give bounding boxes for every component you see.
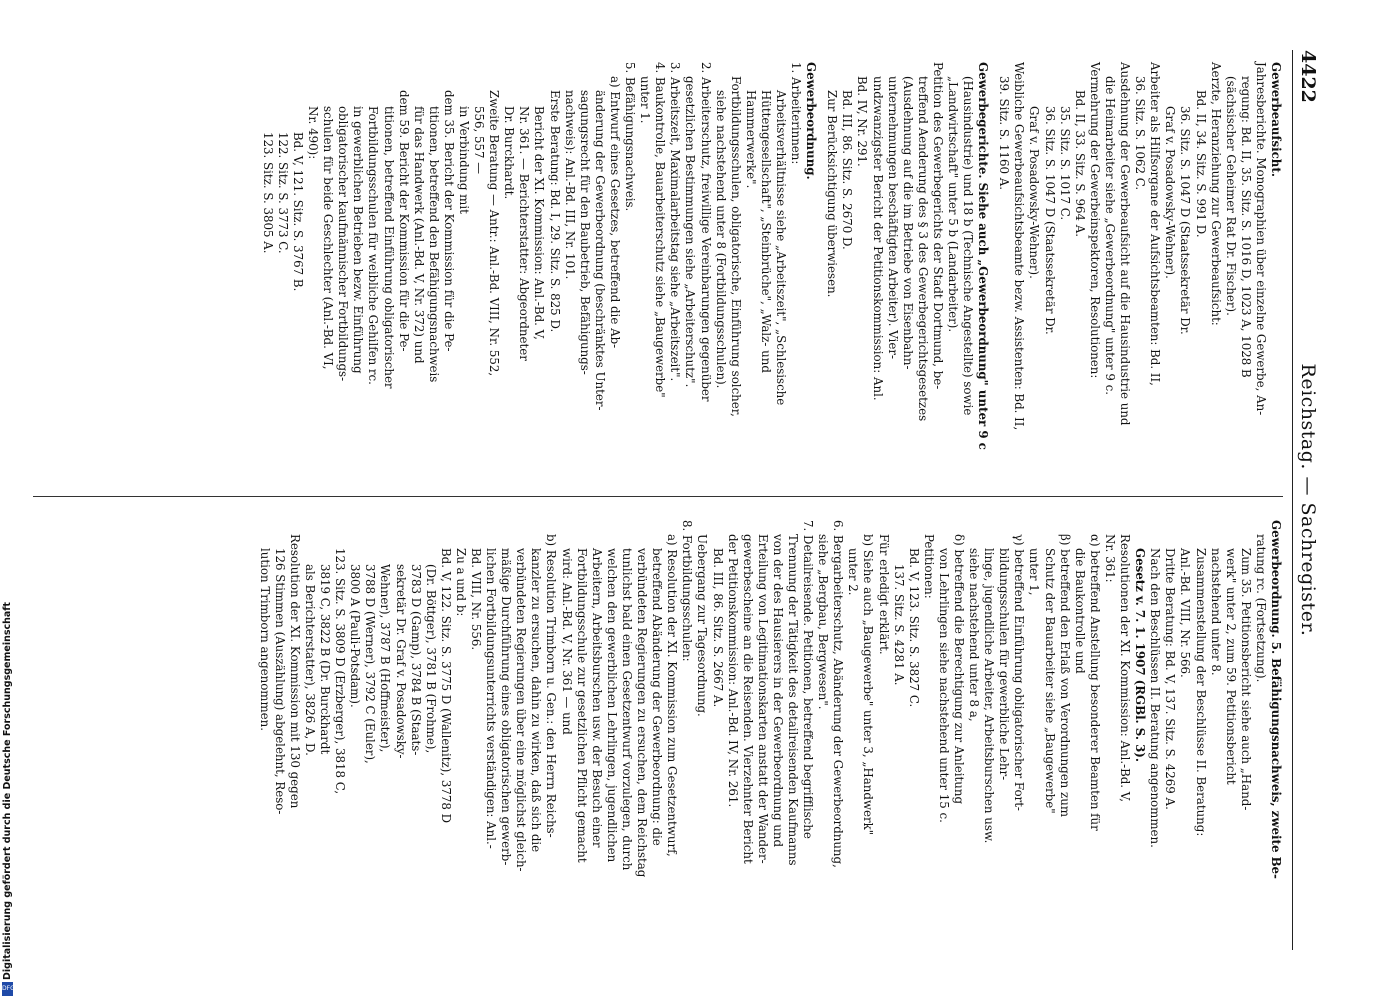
dfg-logo: DFG	[2, 982, 13, 996]
text-line: 8. Fortbildungsschulen:	[680, 520, 695, 662]
text-line: wird: Anl.-Bd. V, Nr. 361 — und	[559, 548, 574, 735]
text-line: Zu a und b:	[453, 548, 468, 617]
text-line: verbündeten Regierungen zu ersuchen, dem Reichstag	[635, 548, 650, 878]
text-line: 4. Baukontrolle, Bauarbeiterschutz siehe „Baugewerbe"	[653, 62, 668, 398]
page-title: Reichstag. — Sachregister.	[1297, 363, 1319, 637]
text-line: obligatorischer kaufmännischer Fortbildungs-	[336, 106, 351, 382]
text-line: sekretär Dr. Graf v. Posadowsky-	[393, 564, 408, 759]
text-line: verbündeten Regierungen über eine möglichst gleich-	[514, 548, 529, 872]
text-line: Petition des Gewerbegerichts der Stadt Dortmund, be-	[930, 62, 945, 390]
text-line: Bd. IV, Nr. 291.	[855, 76, 870, 167]
text-line: b) Resolution Trimborn u. Gen.: den Herrn Reichs-	[544, 534, 559, 838]
text-line: schulen für beide Geschlechter (Anl.-Bd. VI,	[321, 106, 336, 370]
text-line: „Landwirtschaft" unter 5 b (Landarbeiter).	[946, 76, 961, 333]
text-line: Gewerbeordnung.	[804, 62, 819, 180]
page-number: 4422	[1297, 50, 1319, 103]
text-line: Bd. VIII, Nr. 556.	[469, 548, 484, 651]
text-line: Bd. III, 86. Sitz. S. 2667 A.	[710, 548, 725, 708]
text-line: Weibliche Gewerbeaufsichtsbeamte bezw. Assistenten: Bd. II,	[1012, 62, 1027, 431]
text-line: 3800 A (Pauli-Potsdam).	[348, 564, 363, 708]
text-line: Bd. II, 33. Sitz. S. 964 A.	[1072, 90, 1087, 238]
text-line: Ausdehnung der Gewerbeaufsicht auf die Hausindustrie und	[1118, 62, 1133, 426]
text-line: Bd. V, 121. Sitz. S. 3767 B.	[291, 132, 305, 292]
text-line: kanzler zu ersuchen, dahin zu wirken, daß sich die	[529, 548, 544, 853]
text-line: nachstehend unter 8.	[1208, 548, 1223, 676]
text-line: 3819 C, 3822 B (Dr. Burckhardt	[318, 564, 333, 755]
text-line: 1. Arbeiterinnen:	[789, 62, 804, 165]
text-line: Graf v. Posadowsky-Wehner).	[1027, 106, 1042, 279]
text-line: unternehmungen beschäftigten Arbeiter). Vier-	[885, 76, 900, 359]
text-line: 137. Sitz. S. 4281 A.	[891, 564, 906, 686]
text-line: ratung rc. (Fortsetzung).	[1253, 534, 1268, 683]
text-line: titionen, betreffend den Befähigungsnachweis	[426, 106, 441, 383]
text-line: von der des Hausierers in der Gewerbeordnung und	[770, 534, 785, 847]
text-line: als Berichterstatter), 3826 A, D.	[303, 564, 317, 756]
footer-credit: Digitalisierung gefördert durch die Deutsche Forschungsgemeinschaft	[2, 602, 13, 980]
text-line: in Verbindung mit	[457, 106, 472, 214]
text-line: 123. Sitz. S. 3805 A.	[260, 132, 275, 254]
text-line: siehe nachstehend unter 8 a,	[967, 548, 982, 722]
text-line: Erste Beratung: Bd. I, 29. Sitz. S. 825 D.	[547, 90, 562, 333]
text-line: Dr. Burckhardt.	[502, 106, 517, 200]
text-line: titionen, betreffend Einführung obligatorischer	[381, 106, 396, 389]
text-line: Zur Berücksichtigung überwiesen.	[825, 90, 840, 298]
text-line: Fortbildungsschule zur gesetzlichen Pflicht gemacht	[574, 548, 589, 863]
text-line: (Dr. Böttger), 3781 B (Frohme),	[423, 564, 438, 754]
text-line: 36. Sitz. S. 1047 D (Staatssekretär Dr.	[1178, 106, 1193, 335]
text-line: Wehner), 3787 B (Hoffmeister),	[378, 564, 393, 753]
digitization-footer	[0, 0, 14, 1000]
text-line: Anl.-Bd. VIII, Nr. 566.	[1178, 548, 1193, 678]
text-line: unter 1,	[1027, 548, 1042, 596]
text-line: 2. Arbeiterschutz, freiwillige Vereinbarungen gegenüber	[698, 62, 713, 402]
text-line: der Petitionskommission: Anl.-Bd. IV, Nr. 261.	[725, 534, 740, 808]
text-line: Gewerbeaufsicht.	[1269, 62, 1283, 177]
text-line: linge, jugendliche Arbeiter, Arbeitsburschen usw.	[982, 548, 997, 844]
text-line: γ) betreffend Einführung obligatorischer Fort-	[1012, 534, 1027, 811]
text-line: Resolutionen der XI. Kommission: Anl.-Bd. V,	[1118, 534, 1133, 803]
right-column	[257, 520, 1283, 940]
text-line: 6. Bergarbeiterschutz, Abänderung der Gewerbeordnung,	[831, 520, 846, 868]
left-column	[260, 62, 1283, 482]
text-line: Jahresberichte. Monographien über einzelne Gewerbe, An-	[1253, 62, 1268, 416]
text-line: dem 35. Bericht der Kommission für die Pe-	[441, 90, 456, 352]
text-line: Arbeitern, Arbeitsburschen usw. der Besuch einer	[589, 548, 604, 848]
text-line: siehe „Bergbau, Bergwesen".	[816, 534, 831, 710]
text-line: lichen Fortbildungsunterrichts verständigen: Anl.-	[484, 548, 499, 849]
text-line: 122. Sitz. S. 3773 C.	[275, 132, 290, 254]
text-line: nachweis): Anl.-Bd. III, Nr. 101.	[562, 90, 577, 280]
text-line: von Lehrlingen siehe nachstehend unter 15 c.	[936, 548, 951, 823]
text-line: Hüttengesellschaft", „Steinbrüche", „Walz- und	[758, 90, 773, 373]
text-line: Bd. II, 34. Sitz. S. 991 D.	[1193, 90, 1208, 238]
text-line: treffend Aenderung des § 3 des Gewerbegerichtsgesetzes	[915, 76, 930, 422]
text-line: änderung der Gewerbeordnung (beschränktes Unter-	[592, 90, 607, 411]
text-line: dem 59. Bericht der Kommission für die Pe-	[396, 90, 411, 352]
text-line: gesetzlichen Bestimmungen siehe „Arbeiterschutz".	[683, 76, 698, 388]
page-header	[1292, 50, 1323, 950]
text-line: Nach den Beschlüssen II. Beratung angenommen.	[1148, 548, 1163, 848]
text-line: 3. Arbeitszeit, Maximalarbeitstag siehe „Arbeitszeit".	[668, 62, 683, 382]
column-divider	[33, 496, 1283, 497]
text-line: Gewerbegerichte. Siehe auch „Gewerbeordnung" unter 9 c	[976, 62, 991, 450]
text-line: mäßige Durchführung eines obligatorischen gewerb-	[499, 548, 514, 866]
text-line: für das Handwerk (Anl.-Bd. V, Nr. 372) und	[411, 106, 426, 364]
text-line: Trennung der Tätigkeit des detailreisenden Kaufmanns	[786, 534, 800, 866]
text-line: a) Entwurf eines Gesetzes, betreffend die Ab-	[607, 76, 622, 349]
text-line: Dritte Beratung: Bd. V, 137. Sitz. S. 4269 A.	[1163, 548, 1178, 810]
text-line: 36. Sitz. S. 1047 D (Staatssekretär Dr.	[1042, 106, 1057, 335]
text-line: Zusammenstellung der Beschlüsse II. Beratung:	[1193, 548, 1208, 837]
text-line: bildungsschulen für gewerbliche Lehr-	[997, 548, 1012, 781]
text-line: Hammerwerke".	[743, 90, 758, 189]
text-line: gewerbescheine an die Reisenden. Vierzehnter Bericht	[740, 534, 755, 864]
text-line: Uebergang zur Tagesordnung.	[695, 534, 710, 717]
text-line: die Heimarbeiter siehe „Gewerbeordnung" unter 9 c.	[1102, 76, 1117, 396]
text-line: undzwanzigster Bericht der Petitionskommission: Anl.	[870, 76, 885, 401]
text-line: Arbeiter als Hilfsorgane der Aufsichtsbeamten: Bd. II,	[1148, 62, 1163, 386]
text-line: Gesetz v. 7. 1. 1907 (RGBl. S. 3).	[1133, 548, 1148, 762]
text-line: Nr. 361:	[1102, 534, 1117, 583]
text-line: Nr. 490):	[306, 106, 321, 160]
text-line: Bericht der XI. Kommission: Anl.-Bd. V,	[532, 106, 547, 340]
text-line: in gewerblichen Betrieben bezw. Einführung	[351, 106, 366, 374]
text-line: Zweite Beratung — Antr.: Anl.-Bd. VIII, Nr. 552,	[487, 90, 502, 377]
text-line: b) Siehe auch „Baugewerbe" unter 3, „Handwerk"	[861, 534, 876, 836]
text-line: betreffend Abänderung der Gewerbeordnung: die	[650, 548, 665, 846]
text-line: Für erledigt erklärt.	[876, 534, 891, 655]
text-line: α) betreffend Anstellung besonderer Beamten für	[1087, 534, 1102, 831]
text-line: Fortbildungsschulen für weibliche Gehilfen rc.	[366, 106, 381, 385]
text-line: Erteilung von Legitimationskarten anstatt der Wander-	[755, 534, 770, 864]
text-line: (Hausindustrie) und 18 b (Technische Angestellte) sowie	[961, 76, 976, 416]
text-line: Vermehrung der Gewerbeinspektoren, Resolutionen:	[1087, 62, 1102, 379]
text-line: a) Resolution der XI. Kommission zum Gesetzentwurf,	[665, 534, 680, 857]
text-line: welchen den gewerblichen Lehrlingen, jugendlichen	[604, 548, 619, 863]
text-line: 556, 557 —	[472, 106, 487, 175]
text-line: Petitionen:	[921, 534, 936, 599]
text-line: 123. Sitz. S. 3809 D (Erzberger), 3818 C,	[333, 548, 348, 795]
text-line: siehe nachstehend unter 8 (Fortbildungsschulen).	[713, 90, 728, 389]
text-line: δ) betreffend die Berechtigung zur Anleitung	[952, 534, 967, 805]
text-line: regung: Bd. II, 35. Sitz. S. 1016 D, 1023 A, 1028 B	[1238, 76, 1253, 378]
text-line: Aerzte, Heranziehung zur Gewerbeaufsicht:	[1208, 62, 1223, 326]
text-line: sagungsrecht für den Baubetrieb, Befähigungs-	[577, 90, 592, 375]
text-line: 7. Detailreisende. Petitionen, betreffend begrifflische	[801, 520, 816, 839]
text-line: (Ausdehnung auf die im Betriebe von Eisenbahn-	[900, 76, 915, 370]
text-line: 3783 D (Gamp), 3784 B (Staats-	[408, 564, 423, 756]
text-line: Bd. V, 122. Sitz. S. 3775 D (Wallenitz), 3778 D	[438, 548, 453, 824]
text-line: 5. Befähigungsnachweis.	[623, 62, 638, 212]
text-line: Gewerbeordnung. 5. Befähigungsnachweis, zweite Be-	[1269, 520, 1283, 879]
text-line: lution Trimborn angenommen.	[257, 548, 272, 732]
text-line: 3788 D (Werner), 3792 C (Euler),	[363, 564, 378, 764]
text-line: Schutz der Bauarbeiter siehe „Baugewerbe"	[1042, 548, 1057, 814]
text-line: β) betreffend den Erlaß von Verordnungen zum	[1057, 534, 1072, 818]
text-line: Graf v. Posadowsky-Wehner).	[1163, 106, 1178, 279]
text-line: Zum 35. Petitionsbericht siehe auch „Hand-	[1238, 548, 1253, 811]
text-line: Resolution der XI. Kommission mit 130 gegen	[287, 534, 302, 809]
text-line: 39. Sitz. S. 1160 A.	[997, 76, 1012, 191]
text-line: Fortbildungsschulen, obligatorische, Einführung solcher,	[728, 76, 743, 417]
text-line: die Baukontrolle und	[1072, 548, 1087, 674]
text-line: werk" unter 2, zum 59. Petitionsbericht	[1223, 548, 1238, 785]
text-line: Nr. 361. — Berichterstatter: Abgeordneter	[517, 106, 532, 361]
text-line: Bd. III, 86. Sitz. S. 2670 D.	[840, 90, 855, 250]
text-line: 126 Stimmen (Auszählung) abgelehnt, Reso-	[272, 548, 287, 815]
text-line: Bd. V, 123. Sitz. S. 3827 C.	[906, 548, 921, 708]
text-line: (sächsischer Geheimer Rat Dr. Fischer).	[1223, 76, 1238, 316]
text-line: Arbeitsverhältnisse siehe „Arbeitszeit", „Schlesische	[774, 90, 788, 406]
text-line: 35. Sitz. S. 1017 C.	[1057, 106, 1072, 221]
text-line: unter 1.	[638, 76, 653, 124]
text-line: 36. Sitz. S. 1062 C.	[1133, 76, 1148, 191]
text-line: tunlichst bald einen Gesetzentwurf vorzulegen, durch	[619, 548, 634, 871]
text-line: unter 2.	[846, 548, 861, 596]
